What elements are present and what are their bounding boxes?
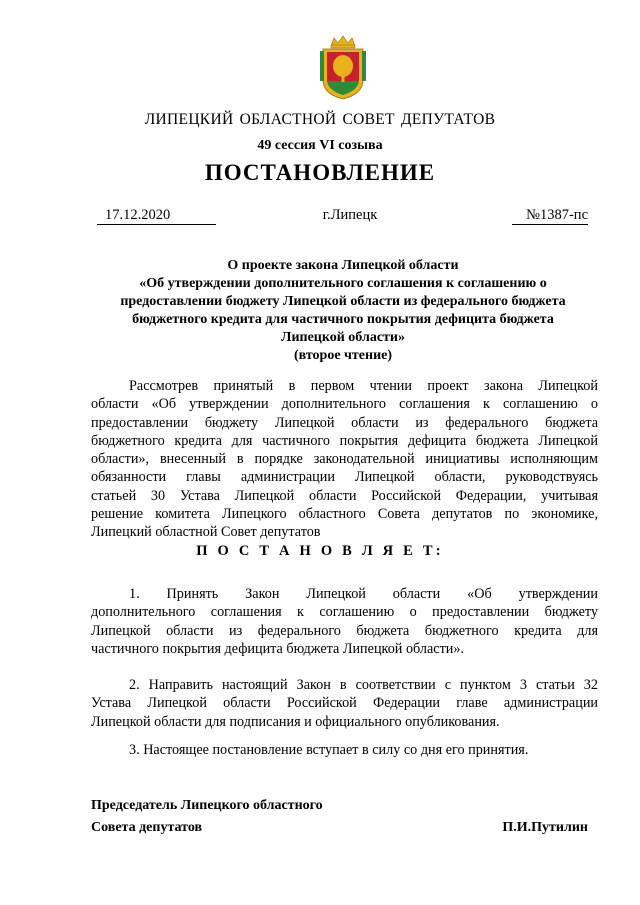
item-2-paragraph: [91, 676, 598, 731]
text-line: Рассмотрев принятый в первом чтении проект закона Липецкой: [129, 378, 598, 394]
decree-heading: П О С Т А Н О В Л Я Е Т:: [196, 543, 444, 559]
text-line: 3. Настоящее постановление вступает в силу со дня его принятия.: [129, 742, 529, 758]
title-line: предоставлении бюджету Липецкой области из федерального бюджета: [120, 294, 566, 309]
document-number: №1387-пс: [512, 207, 588, 225]
text-line: Липецкой области для подписания и официального опубликования.: [91, 713, 500, 730]
coat-of-arms-emblem: [318, 34, 368, 100]
document-type: ПОСТАНОВЛЕНИЕ: [204, 160, 436, 185]
text-line: предоставлении бюджету Липецкой области из федерального бюджета: [91, 414, 598, 431]
text-line: области», внесенный в порядке законодательной инициативы исполняющим: [91, 451, 598, 468]
text-line: Липецкий областной Совет депутатов: [91, 524, 321, 541]
signer-position-line-2: Совета депутатов: [91, 820, 203, 835]
text-line: решение комитета Липецкого областного Совета депутатов по экономике,: [91, 506, 598, 523]
session-label: 49 сессия VI созыва: [257, 138, 383, 153]
document-city: г.Липецк: [322, 207, 378, 223]
text-line: 1. Принять Закон Липецкой области «Об утверждении: [129, 586, 598, 602]
text-line: частичного покрытия дефицита бюджета Липецкой области».: [91, 640, 465, 657]
text-line: Устава Липецкой области Российской Федерации главе администрации: [91, 695, 598, 712]
title-line: бюджетного кредита для частичного покрытия дефицита бюджета: [132, 312, 554, 327]
document-date: 17.12.2020: [97, 207, 216, 225]
title-line: (второе чтение): [293, 348, 393, 363]
text-line: области «Об утверждении дополнительного соглашения к соглашению о: [91, 396, 598, 413]
signer-position-line-1: Председатель Липецкого областного: [91, 798, 323, 813]
item-3-paragraph: [91, 741, 598, 759]
signer-name: П.И.Путилин: [502, 820, 588, 835]
text-line: бюджетного кредита для частичного покрытия дефицита бюджета Липецкой: [91, 432, 598, 449]
text-line: статьей 30 Устава Липецкой области Российской Федерации, учитывая: [91, 487, 598, 504]
item-1-paragraph: [91, 585, 598, 658]
text-line: Липецкой области из федерального бюджета бюджетного кредита для: [91, 622, 598, 639]
title-line: «Об утверждении дополнительного соглашения к соглашению о: [139, 276, 547, 291]
title-line: Липецкой области»: [281, 330, 405, 345]
organization-name: ЛИПЕЦКИЙ ОБЛАСТНОЙ СОВЕТ ДЕПУТАТОВ: [144, 111, 496, 128]
text-line: дополнительного соглашения к соглашению о предоставлении бюджету: [91, 604, 598, 621]
text-line: обязанности главы администрации Липецкой области, руководствуясь: [91, 469, 598, 486]
title-line: О проекте закона Липецкой области: [227, 258, 459, 273]
document-title: [88, 257, 598, 365]
text-line: 2. Направить настоящий Закон в соответствии с пунктом 3 статьи 32: [129, 677, 598, 693]
preamble-paragraph: [91, 377, 598, 542]
